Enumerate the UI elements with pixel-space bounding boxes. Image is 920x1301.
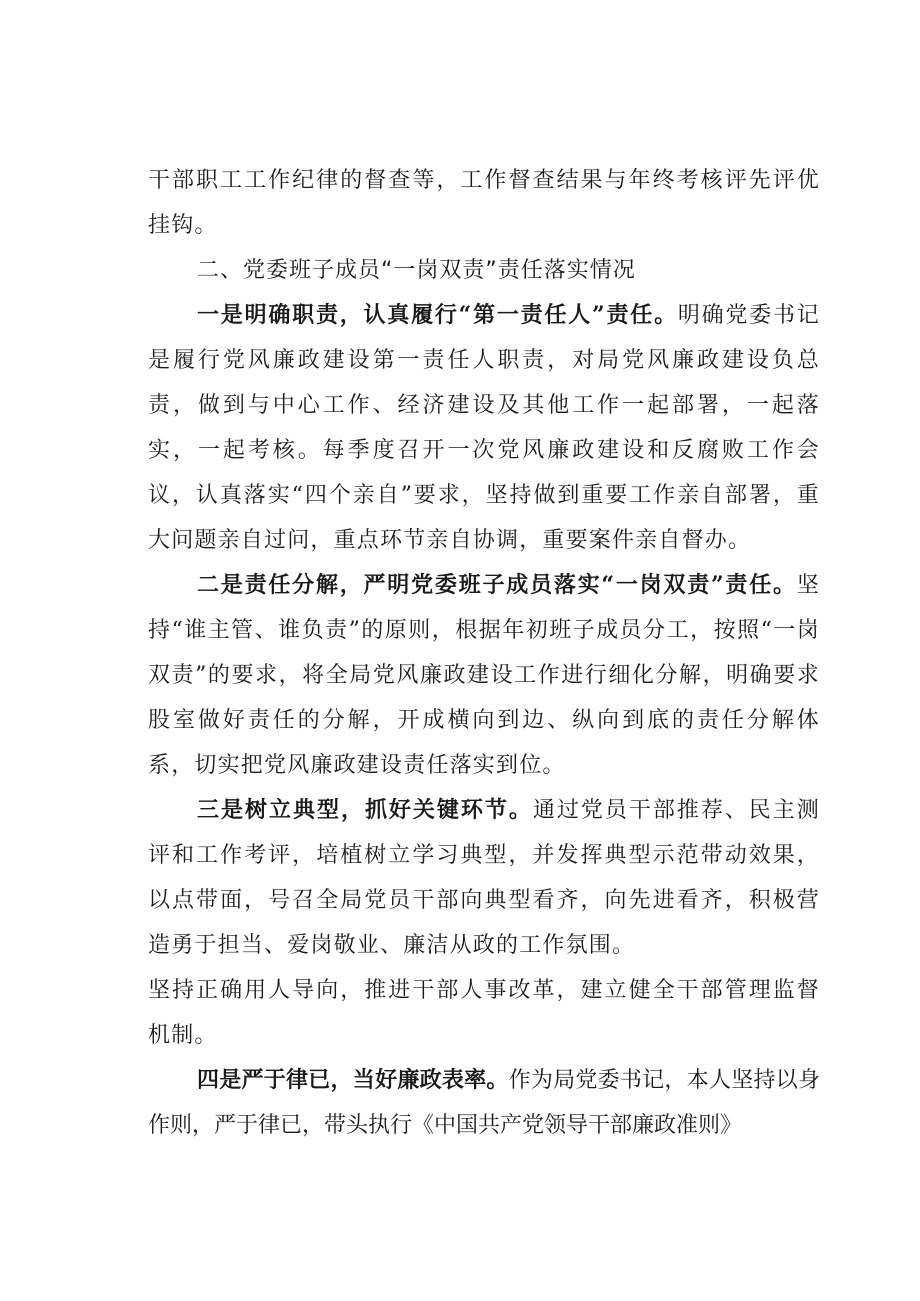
section-heading: 二、党委班子成员“一岗双责”责任落实情况	[197, 258, 636, 283]
document-page	[148, 158, 820, 1148]
paragraph-four	[148, 1058, 820, 1148]
paragraph-one-lead: 一是明确职责，认真履行“第一责任人”责任。	[197, 302, 678, 328]
paragraph-two	[148, 563, 820, 788]
paragraph-four-body: 作为局党委书记，本人坚持以身作则，严于律已，带头执行《中国共产党领导干部廉政准则》	[148, 1068, 820, 1138]
intro-continuation-paragraph: 干部职工工作纪律的督查等，工作督查结果与年终考核评先评优挂钩。	[148, 168, 820, 238]
paragraph-one-body: 明确党委书记是履行党风廉政建设第一责任人职责，对局党风廉政建设负总责，做到与中心工作、经济建设及其他工作一起部署，一起落实，一起考核。每季度召开一次党风廉政建设和反腐败工作会议，认真落实“四个亲自”要求，坚持做到重要工作亲自部署，重大问题亲自过问，重点环节亲自协调，重要案件亲自督办。	[148, 303, 820, 553]
paragraph-two-lead: 二是责任分解，严明党委班子成员落实“一岗双责”责任。	[197, 572, 797, 598]
paragraph-four-lead: 四是严于律已，当好廉政表率。	[197, 1067, 509, 1093]
paragraph-one	[148, 293, 820, 563]
standalone-paragraph: 坚持正确用人导向，推进干部人事改革，建立健全干部管理监督机制。	[148, 978, 820, 1048]
paragraph-two-body: 坚持“谁主管、谁负责”的原则，根据年初班子成员分工，按照“一岗双责”的要求，将全局党风廉政建设工作进行细化分解，明确要求股室做好责任的分解，开成横向到边、纵向到底的责任分解体系，切实把党风廉政建设责任落实到位。	[148, 573, 820, 778]
paragraph-three	[148, 788, 820, 968]
paragraph-three-lead: 三是树立典型，抓好关键环节。	[197, 797, 533, 823]
paragraph-three-body: 通过党员干部推荐、民主测评和工作考评，培植树立学习典型，并发挥典型示范带动效果，以点带面，号召全局党员干部向典型看齐，向先进看齐，积极营造勇于担当、爱岗敬业、廉洁从政的工作氛围。	[148, 798, 820, 958]
